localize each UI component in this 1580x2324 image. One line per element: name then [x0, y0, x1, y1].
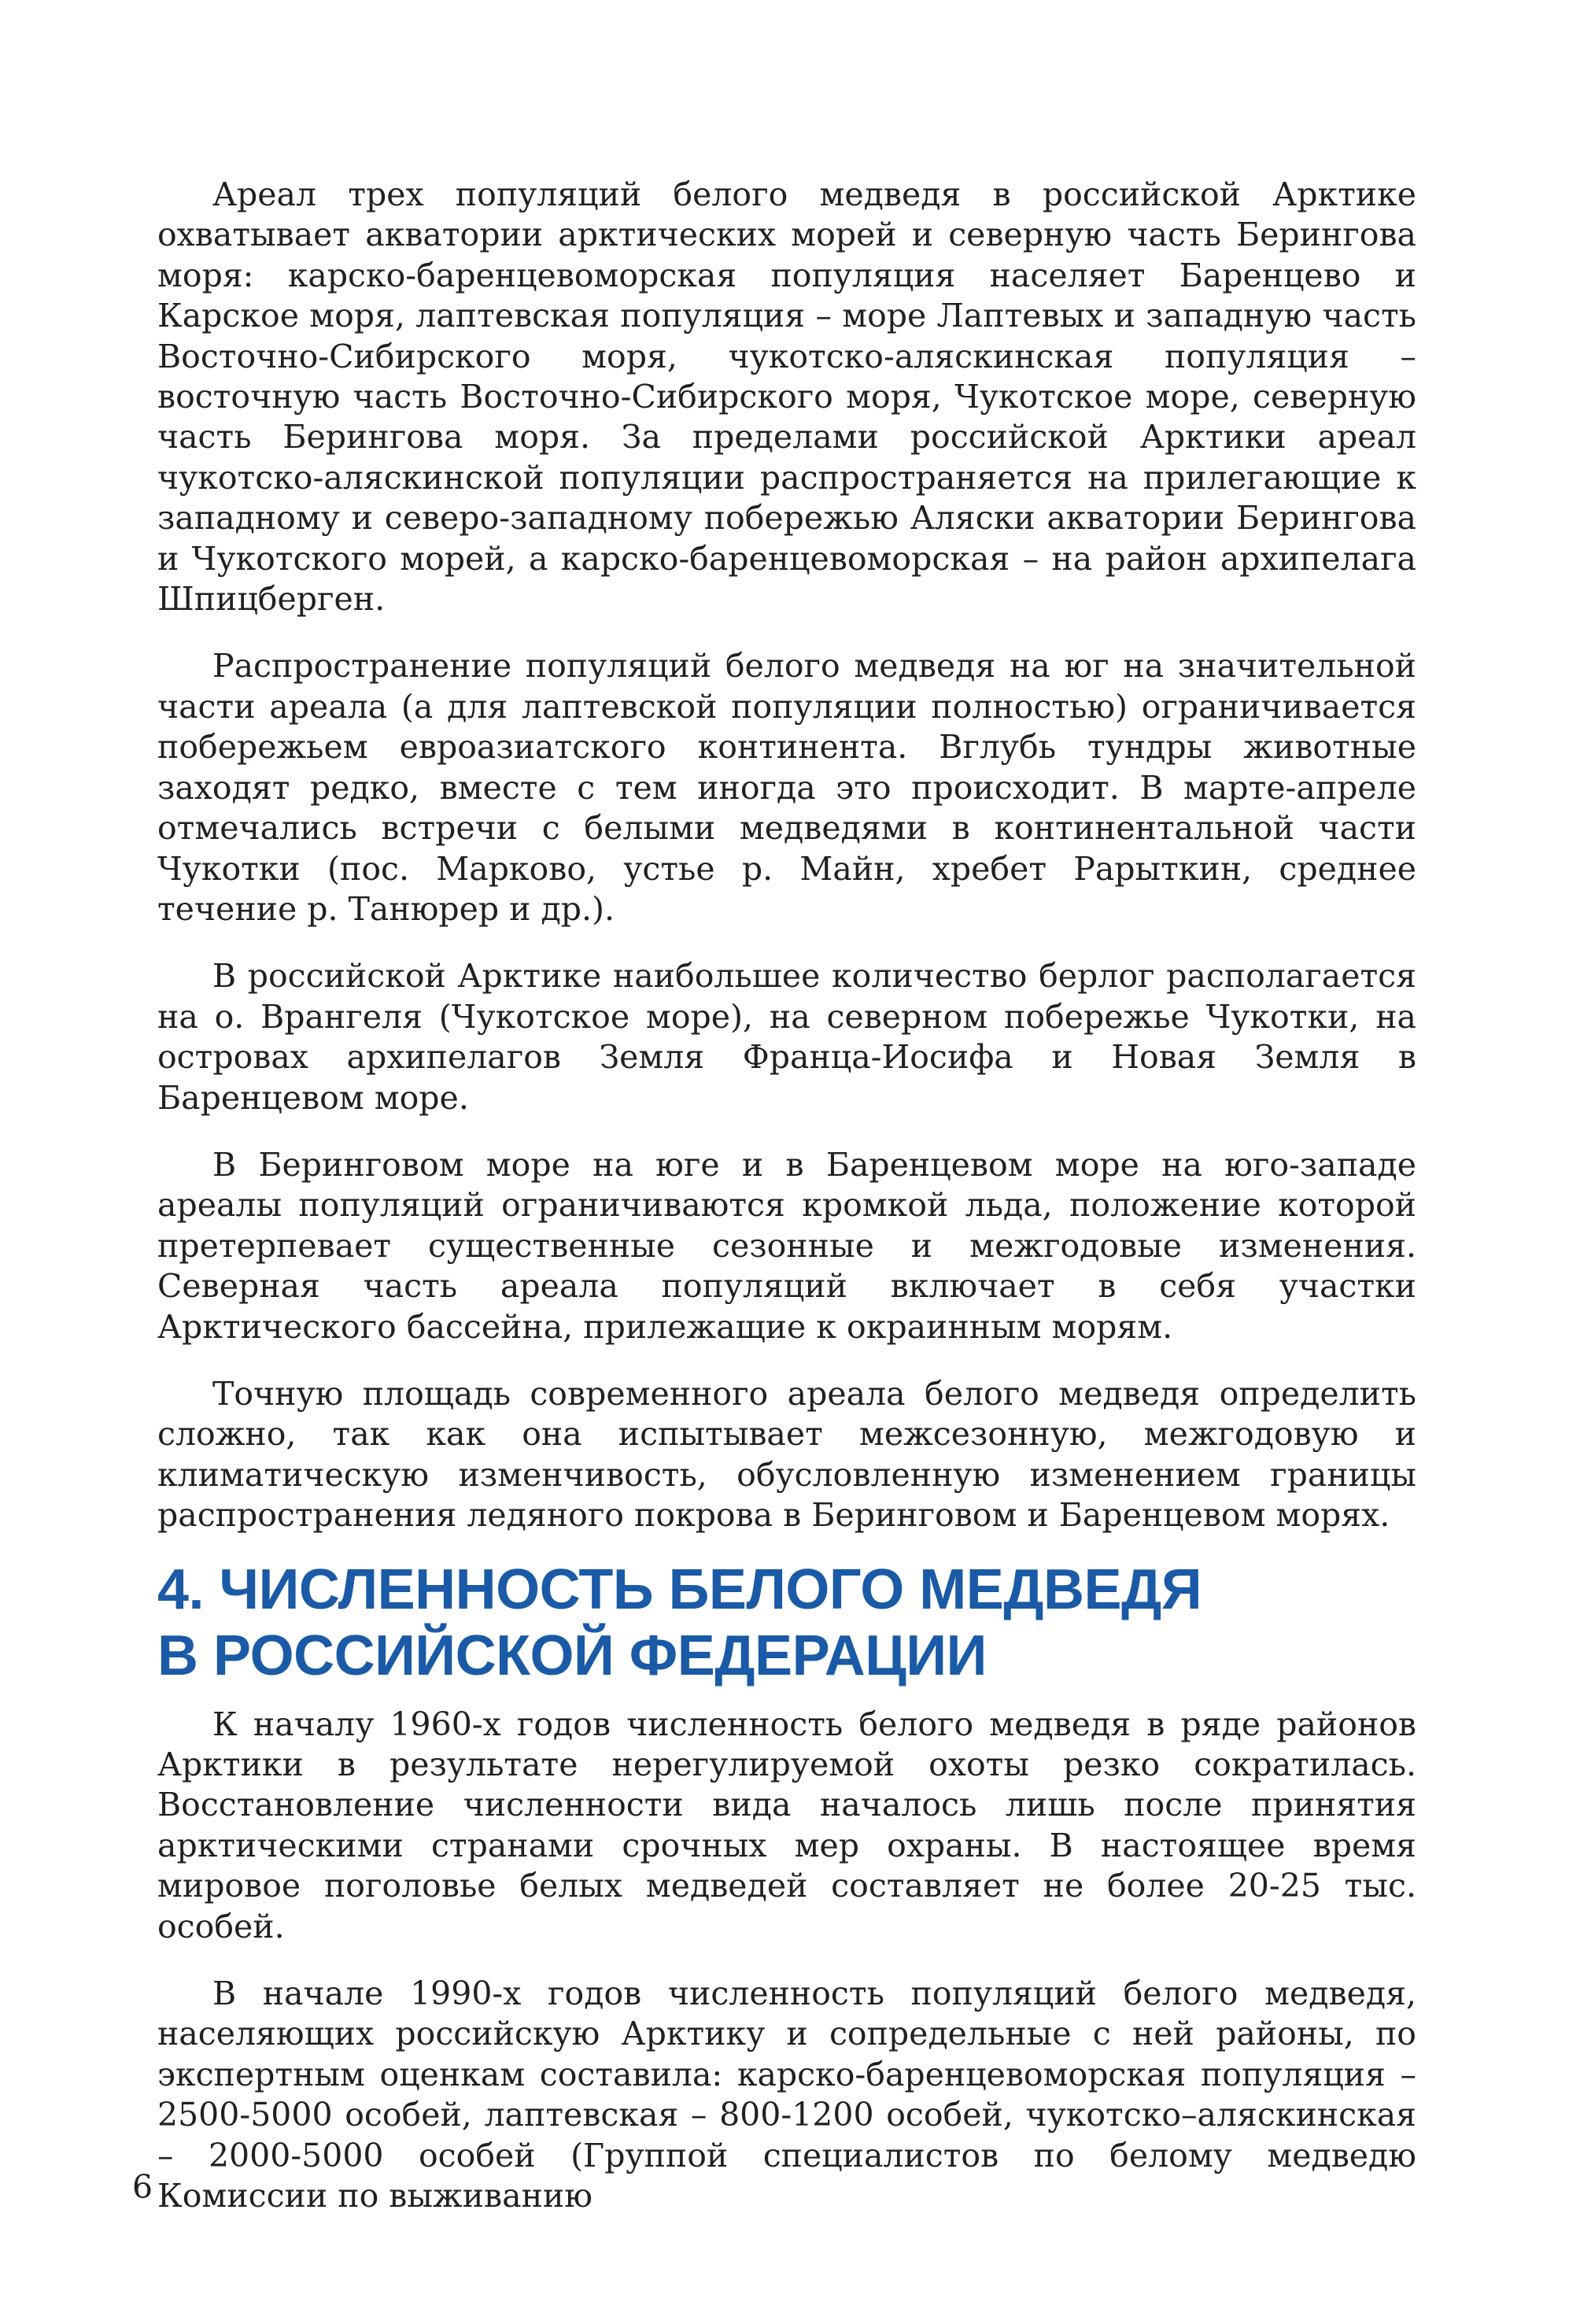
paragraph-southern-distribution: Распространение популяций белого медведя на юг на значительной части ареала (а для лаптевской популяции полностью) ограничивается побережьем евроазиатского континента. Вглубь тундры животные заходят редко, вместе с тем иногда это происходит. В марте-апреле отмечались встречи с белыми медведями в континентальной части Чукотки (пос. Марково, устье р. Майн, хребет Рарыткин, среднее течение р. Танюрер и др.).	[157, 647, 1416, 928]
section-heading	[157, 1557, 1416, 1689]
section-heading-line-2: В РОССИЙСКОЙ ФЕДЕРАЦИИ	[157, 1624, 987, 1687]
paragraph-population-decline: К началу 1960-х годов численность белого медведя в ряде районов Арктики в результате нерегулируемой охоты резко сократилась. Восстановление численности вида началось лишь после принятия арктическими странами срочных мер охраны. В настоящее время мировое поголовье белых медведей составляет не более 20-25 тыс. особей.	[157, 1705, 1416, 1945]
paragraph-dens: В российской Арктике наибольшее количество берлог располагается на о. Врангеля (Чукотское море), на северном побережье Чукотки, на островах архипелагов Земля Франца-Иосифа и Новая Земля в Баренцевом море.	[157, 957, 1416, 1117]
page-number: 6	[132, 2168, 153, 2206]
paragraph-population-estimates: В начале 1990-х годов численность популяций белого медведя, населяющих российскую Арктику и сопредельные с ней районы, по экспертным оценкам составила: карско-баренцевоморская популяция – 2500-5000 особей, лаптевская – 800-1200 особей, чукотско–аляскинская – 2000-5000 особей (Группой специалистов по белому медведю Комиссии по выживанию	[157, 1975, 1416, 2215]
paragraph-range-populations: Ареал трех популяций белого медведя в российской Арктике охватывает акватории арктических морей и северную часть Берингова моря: карско-баренцевоморская популяция населяет Баренцево и Карское моря, лаптевская популяция – море Лаптевых и западную часть Восточно-Сибирского моря, чукотско-аляскинская популяция – восточную часть Восточно-Сибирского моря, Чукотское море, северную часть Берингова моря. За пределами российской Арктики ареал чукотско-аляскинской популяции распространяется на прилегающие к западному и северо-западному побережью Аляски акватории Берингова и Чукотского морей, а карско-баренцевоморская – на район архипелага Шпицберген.	[157, 176, 1416, 619]
paragraph-range-area: Точную площадь современного ареала белого медведя определить сложно, так как она испытывает межсезонную, межгодовую и климатическую изменчивость, обусловленную изменением границы распространения ледяного покрова в Беринговом и Баренцевом морях.	[157, 1374, 1416, 1535]
page-content	[157, 175, 1416, 2243]
section-heading-line-1: 4. ЧИСЛЕННОСТЬ БЕЛОГО МЕДВЕДЯ	[157, 1557, 1202, 1621]
paragraph-ice-edge: В Беринговом море на юге и в Баренцевом море на юго-западе ареалы популяций ограничиваются кромкой льда, положение которой претерпевает существенные сезонные и межгодовые изменения. Северная часть ареала популяций включает в себя участки Арктического бассейна, прилежащие к окраинным морям.	[157, 1145, 1416, 1346]
